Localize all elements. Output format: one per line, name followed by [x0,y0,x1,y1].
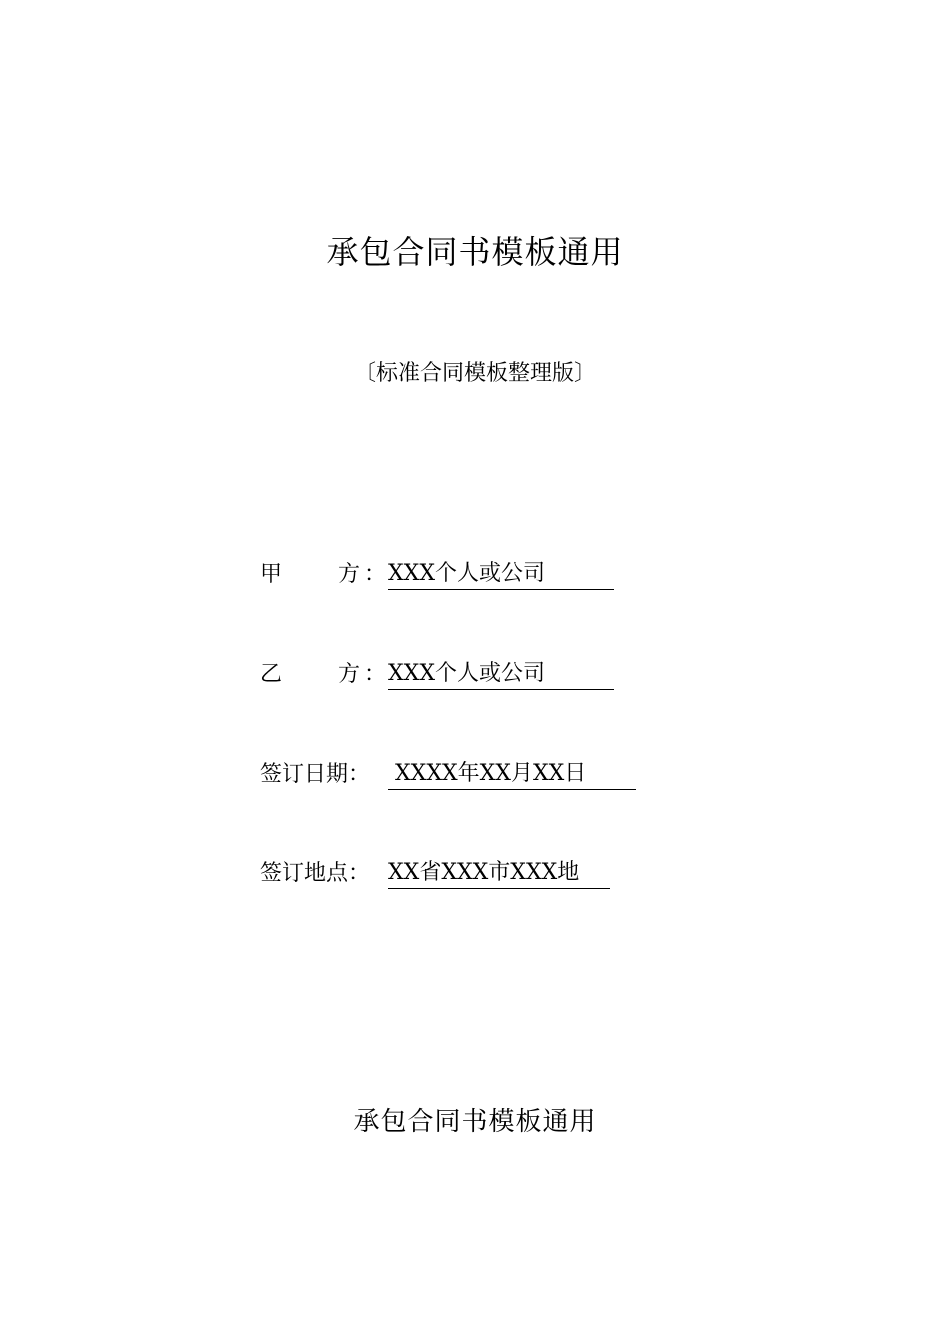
signing-date-value: XXXX年XX月XX日 [388,758,636,790]
signing-place-field [260,857,610,891]
document-subtitle: 〔标准合同模板整理版〕 [353,361,596,386]
party-b-label-char2: 方 [338,662,361,687]
party-b-label-char1: 乙 [260,662,283,687]
party-a-label-colon: ： [364,562,387,587]
signing-date-label: 签订日期： [260,762,371,787]
party-a-label-char2: 方 [338,562,361,587]
party-b-label-colon: ： [364,662,387,687]
document-title: 承包合同书模板通用 [326,233,624,271]
party-a-value: XXX个人或公司 [388,558,614,590]
signing-place-value: XX省XXX市XXX地 [388,857,610,889]
party-b-value: XXX个人或公司 [388,658,614,690]
party-b-field [260,658,614,692]
party-a-field [260,558,614,592]
footer-title: 承包合同书模板通用 [353,1107,597,1137]
party-a-label-char1: 甲 [260,562,283,587]
signing-date-field [260,758,636,792]
signing-place-label: 签订地点： [260,861,371,886]
